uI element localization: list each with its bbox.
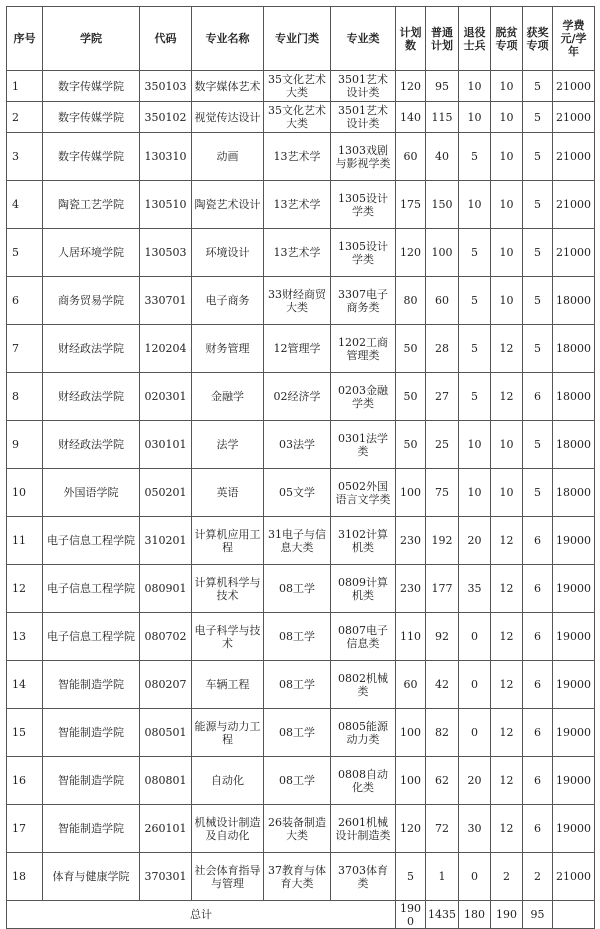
header-seq: 序号 [7, 7, 43, 71]
cell-category: 08工学 [264, 613, 331, 661]
table-row [7, 613, 595, 661]
table-row [7, 229, 595, 277]
cell-poverty: 10 [491, 181, 523, 229]
cell-fee: 19000 [553, 805, 595, 853]
cell-major: 金融学 [192, 373, 264, 421]
cell-code: 350103 [140, 71, 192, 102]
cell-category: 08工学 [264, 661, 331, 709]
total-label: 总计 [7, 901, 396, 929]
cell-poverty: 12 [491, 757, 523, 805]
cell-seq: 18 [7, 853, 43, 901]
cell-category: 26装备制造大类 [264, 805, 331, 853]
cell-veteran: 35 [459, 565, 491, 613]
cell-college: 数字传媒学院 [43, 102, 140, 133]
table-row [7, 517, 595, 565]
cell-veteran: 0 [459, 853, 491, 901]
cell-seq: 3 [7, 133, 43, 181]
cell-poverty: 10 [491, 71, 523, 102]
header-college: 学院 [43, 7, 140, 71]
total-general: 1435 [426, 901, 459, 929]
cell-veteran: 30 [459, 805, 491, 853]
cell-veteran: 5 [459, 133, 491, 181]
cell-plan: 230 [396, 565, 426, 613]
cell-award: 6 [523, 565, 553, 613]
cell-major: 能源与动力工程 [192, 709, 264, 757]
cell-college: 电子信息工程学院 [43, 517, 140, 565]
cell-college: 智能制造学院 [43, 661, 140, 709]
cell-award: 5 [523, 325, 553, 373]
table-row [7, 757, 595, 805]
cell-poverty: 2 [491, 853, 523, 901]
cell-college: 数字传媒学院 [43, 71, 140, 102]
table-row [7, 181, 595, 229]
cell-general: 115 [426, 102, 459, 133]
cell-seq: 15 [7, 709, 43, 757]
cell-poverty: 12 [491, 373, 523, 421]
cell-major: 计算机科学与技术 [192, 565, 264, 613]
cell-code: 080901 [140, 565, 192, 613]
cell-seq: 8 [7, 373, 43, 421]
cell-plan: 120 [396, 805, 426, 853]
cell-college: 体育与健康学院 [43, 853, 140, 901]
header-fee: 学费元/学年 [553, 7, 595, 71]
cell-plan: 230 [396, 517, 426, 565]
cell-code: 330701 [140, 277, 192, 325]
cell-code: 130510 [140, 181, 192, 229]
header-award: 获奖专项 [523, 7, 553, 71]
cell-category: 35文化艺术大类 [264, 102, 331, 133]
total-row [7, 901, 595, 929]
admission-plan-table [6, 6, 595, 929]
cell-major: 社会体育指导与管理 [192, 853, 264, 901]
header-subclass: 专业类 [331, 7, 396, 71]
cell-seq: 1 [7, 71, 43, 102]
cell-fee: 19000 [553, 613, 595, 661]
table-row [7, 102, 595, 133]
table-row [7, 325, 595, 373]
cell-major: 电子科学与技术 [192, 613, 264, 661]
cell-college: 商务贸易学院 [43, 277, 140, 325]
cell-general: 42 [426, 661, 459, 709]
cell-award: 5 [523, 181, 553, 229]
cell-award: 5 [523, 71, 553, 102]
cell-code: 130503 [140, 229, 192, 277]
cell-seq: 4 [7, 181, 43, 229]
cell-veteran: 10 [459, 469, 491, 517]
cell-subclass: 0203金融学类 [331, 373, 396, 421]
cell-major: 环境设计 [192, 229, 264, 277]
cell-general: 72 [426, 805, 459, 853]
cell-plan: 80 [396, 277, 426, 325]
cell-seq: 13 [7, 613, 43, 661]
cell-major: 计算机应用工程 [192, 517, 264, 565]
cell-subclass: 0502外国语言文学类 [331, 469, 396, 517]
cell-award: 5 [523, 421, 553, 469]
cell-seq: 2 [7, 102, 43, 133]
cell-fee: 19000 [553, 757, 595, 805]
cell-college: 数字传媒学院 [43, 133, 140, 181]
cell-subclass: 0809计算机类 [331, 565, 396, 613]
cell-fee: 18000 [553, 325, 595, 373]
cell-poverty: 10 [491, 277, 523, 325]
cell-major: 自动化 [192, 757, 264, 805]
cell-general: 40 [426, 133, 459, 181]
cell-subclass: 1303戏剧与影视学类 [331, 133, 396, 181]
cell-category: 31电子与信息大类 [264, 517, 331, 565]
cell-poverty: 10 [491, 469, 523, 517]
cell-plan: 60 [396, 661, 426, 709]
cell-poverty: 12 [491, 517, 523, 565]
cell-veteran: 5 [459, 373, 491, 421]
cell-veteran: 10 [459, 181, 491, 229]
cell-subclass: 3501艺术设计类 [331, 71, 396, 102]
cell-college: 财经政法学院 [43, 421, 140, 469]
cell-poverty: 10 [491, 421, 523, 469]
cell-veteran: 10 [459, 102, 491, 133]
cell-subclass: 3501艺术设计类 [331, 102, 396, 133]
cell-veteran: 20 [459, 757, 491, 805]
cell-seq: 16 [7, 757, 43, 805]
cell-award: 2 [523, 853, 553, 901]
cell-award: 5 [523, 229, 553, 277]
cell-general: 82 [426, 709, 459, 757]
table-row [7, 853, 595, 901]
cell-category: 08工学 [264, 709, 331, 757]
cell-poverty: 12 [491, 805, 523, 853]
cell-poverty: 12 [491, 613, 523, 661]
cell-poverty: 12 [491, 661, 523, 709]
cell-code: 080207 [140, 661, 192, 709]
cell-code: 080801 [140, 757, 192, 805]
cell-code: 350102 [140, 102, 192, 133]
cell-college: 财经政法学院 [43, 373, 140, 421]
cell-category: 37教育与体育大类 [264, 853, 331, 901]
cell-fee: 19000 [553, 517, 595, 565]
cell-veteran: 0 [459, 661, 491, 709]
cell-poverty: 12 [491, 565, 523, 613]
cell-category: 02经济学 [264, 373, 331, 421]
cell-award: 6 [523, 517, 553, 565]
cell-general: 150 [426, 181, 459, 229]
cell-college: 电子信息工程学院 [43, 565, 140, 613]
table-row [7, 709, 595, 757]
cell-college: 外国语学院 [43, 469, 140, 517]
cell-plan: 120 [396, 71, 426, 102]
cell-category: 08工学 [264, 565, 331, 613]
cell-award: 6 [523, 661, 553, 709]
table-row [7, 71, 595, 102]
cell-major: 动画 [192, 133, 264, 181]
cell-poverty: 10 [491, 229, 523, 277]
cell-college: 智能制造学院 [43, 709, 140, 757]
cell-general: 100 [426, 229, 459, 277]
cell-code: 080501 [140, 709, 192, 757]
cell-award: 5 [523, 277, 553, 325]
cell-subclass: 3102计算机类 [331, 517, 396, 565]
header-category: 专业门类 [264, 7, 331, 71]
cell-subclass: 1305设计学类 [331, 181, 396, 229]
cell-award: 5 [523, 133, 553, 181]
cell-veteran: 5 [459, 277, 491, 325]
cell-category: 13艺术学 [264, 133, 331, 181]
cell-veteran: 5 [459, 229, 491, 277]
cell-subclass: 2601机械设计制造类 [331, 805, 396, 853]
cell-general: 92 [426, 613, 459, 661]
cell-plan: 100 [396, 757, 426, 805]
cell-poverty: 12 [491, 325, 523, 373]
table-row [7, 661, 595, 709]
cell-code: 310201 [140, 517, 192, 565]
cell-veteran: 5 [459, 325, 491, 373]
total-award: 95 [523, 901, 553, 929]
cell-poverty: 10 [491, 102, 523, 133]
header-major: 专业名称 [192, 7, 264, 71]
cell-college: 智能制造学院 [43, 805, 140, 853]
cell-award: 6 [523, 613, 553, 661]
table-row [7, 421, 595, 469]
cell-fee: 19000 [553, 565, 595, 613]
header-general: 普通计划 [426, 7, 459, 71]
cell-award: 6 [523, 373, 553, 421]
cell-code: 370301 [140, 853, 192, 901]
cell-code: 020301 [140, 373, 192, 421]
cell-subclass: 0802机械类 [331, 661, 396, 709]
cell-fee: 19000 [553, 661, 595, 709]
cell-subclass: 0808自动化类 [331, 757, 396, 805]
cell-category: 13艺术学 [264, 181, 331, 229]
cell-veteran: 20 [459, 517, 491, 565]
cell-seq: 10 [7, 469, 43, 517]
cell-plan: 50 [396, 373, 426, 421]
cell-major: 视觉传达设计 [192, 102, 264, 133]
cell-award: 5 [523, 469, 553, 517]
cell-award: 6 [523, 757, 553, 805]
cell-subclass: 1202工商管理类 [331, 325, 396, 373]
cell-veteran: 10 [459, 71, 491, 102]
cell-fee: 18000 [553, 277, 595, 325]
cell-general: 95 [426, 71, 459, 102]
cell-plan: 120 [396, 229, 426, 277]
cell-category: 13艺术学 [264, 229, 331, 277]
total-plan: 1900 [396, 901, 426, 929]
cell-seq: 9 [7, 421, 43, 469]
cell-major: 电子商务 [192, 277, 264, 325]
table-row [7, 133, 595, 181]
cell-code: 260101 [140, 805, 192, 853]
cell-subclass: 3307电子商务类 [331, 277, 396, 325]
cell-award: 6 [523, 805, 553, 853]
cell-plan: 60 [396, 133, 426, 181]
cell-seq: 6 [7, 277, 43, 325]
cell-category: 12管理学 [264, 325, 331, 373]
cell-subclass: 0805能源动力类 [331, 709, 396, 757]
cell-general: 177 [426, 565, 459, 613]
table-row [7, 805, 595, 853]
cell-general: 28 [426, 325, 459, 373]
cell-plan: 140 [396, 102, 426, 133]
header-poverty: 脱贫专项 [491, 7, 523, 71]
cell-college: 人居环境学院 [43, 229, 140, 277]
cell-plan: 110 [396, 613, 426, 661]
cell-fee: 21000 [553, 229, 595, 277]
cell-general: 75 [426, 469, 459, 517]
header-row [7, 7, 595, 71]
cell-subclass: 3703体育类 [331, 853, 396, 901]
cell-major: 车辆工程 [192, 661, 264, 709]
cell-plan: 175 [396, 181, 426, 229]
cell-category: 05文学 [264, 469, 331, 517]
cell-plan: 50 [396, 325, 426, 373]
table-row [7, 373, 595, 421]
cell-major: 机械设计制造及自动化 [192, 805, 264, 853]
cell-seq: 11 [7, 517, 43, 565]
table-row [7, 469, 595, 517]
cell-code: 030101 [140, 421, 192, 469]
cell-code: 120204 [140, 325, 192, 373]
cell-plan: 100 [396, 469, 426, 517]
table-body [7, 71, 595, 929]
cell-general: 25 [426, 421, 459, 469]
cell-general: 62 [426, 757, 459, 805]
cell-seq: 12 [7, 565, 43, 613]
cell-major: 法学 [192, 421, 264, 469]
cell-seq: 17 [7, 805, 43, 853]
cell-poverty: 12 [491, 709, 523, 757]
header-plan: 计划数 [396, 7, 426, 71]
cell-poverty: 10 [491, 133, 523, 181]
cell-college: 财经政法学院 [43, 325, 140, 373]
cell-code: 130310 [140, 133, 192, 181]
cell-fee: 21000 [553, 133, 595, 181]
cell-veteran: 0 [459, 709, 491, 757]
cell-fee: 18000 [553, 469, 595, 517]
cell-seq: 7 [7, 325, 43, 373]
cell-seq: 14 [7, 661, 43, 709]
cell-general: 27 [426, 373, 459, 421]
cell-seq: 5 [7, 229, 43, 277]
cell-fee: 18000 [553, 421, 595, 469]
header-code: 代码 [140, 7, 192, 71]
cell-code: 080702 [140, 613, 192, 661]
total-poverty: 190 [491, 901, 523, 929]
cell-college: 陶瓷工艺学院 [43, 181, 140, 229]
table-row [7, 565, 595, 613]
cell-veteran: 0 [459, 613, 491, 661]
cell-plan: 5 [396, 853, 426, 901]
cell-major: 财务管理 [192, 325, 264, 373]
cell-fee: 21000 [553, 853, 595, 901]
cell-category: 08工学 [264, 757, 331, 805]
table-row [7, 277, 595, 325]
cell-category: 33财经商贸大类 [264, 277, 331, 325]
cell-fee: 21000 [553, 181, 595, 229]
cell-general: 60 [426, 277, 459, 325]
header-veteran: 退役士兵 [459, 7, 491, 71]
cell-fee: 21000 [553, 102, 595, 133]
cell-veteran: 10 [459, 421, 491, 469]
cell-plan: 100 [396, 709, 426, 757]
cell-college: 智能制造学院 [43, 757, 140, 805]
cell-fee: 21000 [553, 71, 595, 102]
cell-fee: 19000 [553, 709, 595, 757]
cell-subclass: 0301法学类 [331, 421, 396, 469]
cell-award: 6 [523, 709, 553, 757]
cell-general: 192 [426, 517, 459, 565]
cell-college: 电子信息工程学院 [43, 613, 140, 661]
cell-code: 050201 [140, 469, 192, 517]
cell-plan: 50 [396, 421, 426, 469]
total-veteran: 180 [459, 901, 491, 929]
cell-fee: 18000 [553, 373, 595, 421]
cell-category: 03法学 [264, 421, 331, 469]
total-fee [553, 901, 595, 929]
cell-general: 1 [426, 853, 459, 901]
cell-subclass: 0807电子信息类 [331, 613, 396, 661]
cell-category: 35文化艺术大类 [264, 71, 331, 102]
cell-major: 英语 [192, 469, 264, 517]
cell-major: 陶瓷艺术设计 [192, 181, 264, 229]
cell-major: 数字媒体艺术 [192, 71, 264, 102]
cell-award: 5 [523, 102, 553, 133]
cell-subclass: 1305设计学类 [331, 229, 396, 277]
